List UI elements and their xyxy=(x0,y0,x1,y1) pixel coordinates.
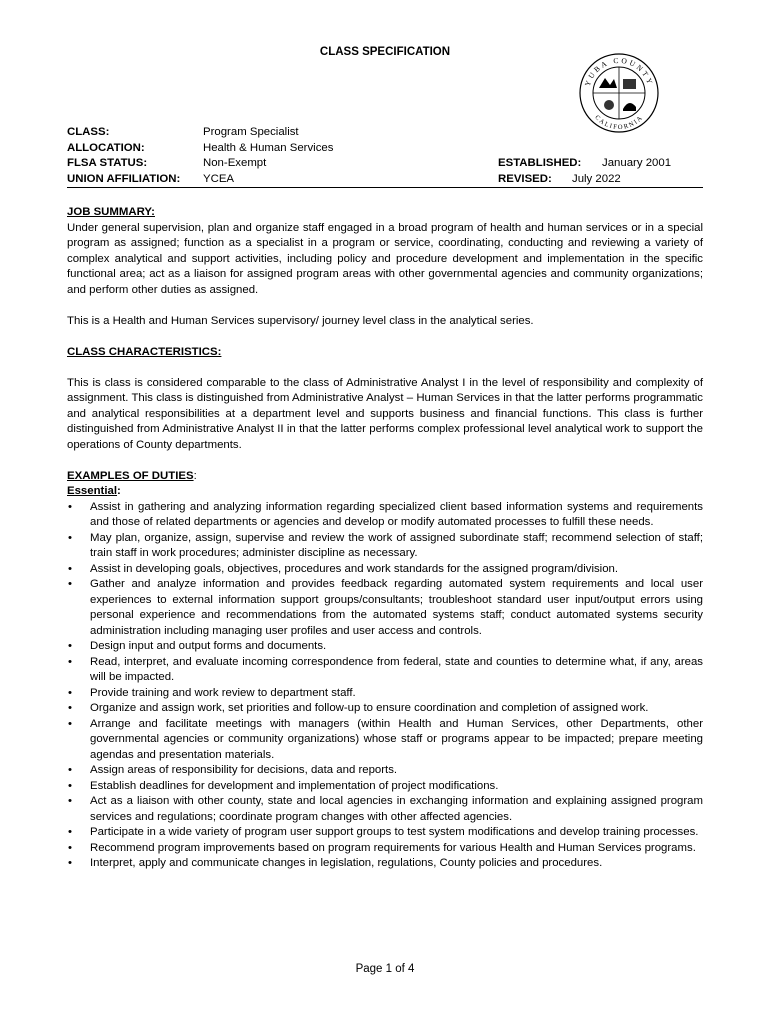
duty-text: Design input and output forms and documents. xyxy=(90,640,327,652)
duty-item xyxy=(67,717,703,764)
allocation-label: ALLOCATION: xyxy=(67,141,145,154)
duty-text: Recommend program improvements based on program requirements for various Health and Human Services programs. xyxy=(90,841,696,854)
duty-text: Arrange and facilitate meetings with managers (within Health and Human Services, other Departments, other governmental agencies or community organizations) whose staff or programs appear to be impacted; prepare meeting agendas and presentation materials. xyxy=(90,717,703,761)
duty-item xyxy=(67,841,703,857)
duty-item xyxy=(67,856,703,872)
job-summary-paragraph: Under general supervision, plan and organize staff engaged in a broad program of health and human services or in a special program as assigned; function as a specialist in a program or service, coordinating, conducting and reviewing a variety of complex analytical and support activities, including policy and procedure development and implementation in the specific functional area; act as a liaison for assigned program areas with other governmental agencies and community organizations; and perform other duties as assigned. xyxy=(67,221,703,296)
duty-item xyxy=(67,639,703,655)
duty-text: Interpret, apply and communicate changes in legislation, regulations, County policies and procedures. xyxy=(90,857,603,869)
document-title: CLASS SPECIFICATION xyxy=(319,46,451,58)
document-body xyxy=(67,205,703,872)
flsa-status-label: FLSA STATUS: xyxy=(67,157,148,169)
bullet-icon: • xyxy=(68,531,72,544)
page-number: Page 1 of 4 xyxy=(355,963,415,975)
bullet-icon: • xyxy=(68,795,72,807)
seal-bottom-text: CALIFORNIA xyxy=(593,113,645,132)
seal-top-text: YUBA COUNTY xyxy=(582,55,656,88)
allocation-value: Health & Human Services xyxy=(203,141,334,154)
bullet-icon: • xyxy=(68,640,72,652)
duty-item xyxy=(67,763,703,779)
essential-colon: : xyxy=(117,485,121,497)
bullet-icon: • xyxy=(68,857,72,869)
duties-list xyxy=(67,500,703,872)
examples-of-duties-colon: : xyxy=(193,469,197,482)
class-value: Program Specialist xyxy=(203,126,299,138)
examples-of-duties-heading xyxy=(67,469,703,485)
dates-block xyxy=(498,156,671,187)
county-seal-icon xyxy=(578,52,660,134)
bullet-icon: • xyxy=(68,500,72,513)
duty-text: Act as a liaison with other county, state and local agencies in exchanging information and explaining assigned program services and regulations; coordinate program changes with other affected agencies. xyxy=(90,795,703,823)
essential-subheading-text: Essential xyxy=(67,485,118,497)
bullet-icon: • xyxy=(68,764,72,776)
duty-item xyxy=(67,577,703,639)
class-label: CLASS: xyxy=(67,126,110,138)
duty-text: Participate in a wide variety of program user support groups to test system modifications and develop training processes. xyxy=(90,826,699,838)
flsa-status-value: Non-Exempt xyxy=(203,157,267,169)
bullet-icon: • xyxy=(68,826,72,838)
duty-text: Assign areas of responsibility for decisions, data and reports. xyxy=(90,764,398,776)
duty-item xyxy=(67,500,703,531)
duty-text: Assist in developing goals, objectives, procedures and work standards for the assigned program/division. xyxy=(90,562,619,575)
duty-text: Provide training and work review to department staff. xyxy=(90,686,356,699)
bullet-icon: • xyxy=(68,779,72,792)
duty-item xyxy=(67,794,703,825)
class-characteristics-heading: CLASS CHARACTERISTICS: xyxy=(67,345,222,358)
duty-item xyxy=(67,686,703,702)
bullet-icon: • xyxy=(68,717,72,730)
essential-subheading xyxy=(67,484,703,500)
established-value: January 2001 xyxy=(602,157,672,169)
revised-label: REVISED: xyxy=(498,172,552,185)
duty-text: Assist in gathering and analyzing information regarding specialized client based information systems and requirements and those of related departments or agencies and develop or modify automated processes to fulfill these needs. xyxy=(90,500,703,528)
job-summary-heading: JOB SUMMARY: xyxy=(67,206,155,218)
duty-text: Gather and analyze information and provides feedback regarding automated system requirements and local user experiences to external information support groups/consultants; troubleshoot standard user input/output errors using personal experience and recommendations from the automated systems staff; conduct automated systems security administration including managing user profiles and user access and controls. xyxy=(90,578,703,637)
class-info-block xyxy=(67,125,333,187)
established-label: ESTABLISHED: xyxy=(498,157,582,169)
duty-text: Organize and assign work, set priorities and follow-up to ensure coordination and completion of assigned work. xyxy=(90,702,649,714)
duty-item xyxy=(67,779,703,795)
class-characteristics-paragraph: This is class is considered comparable to the class of Administrative Analyst I in the level of responsibility and complexity of assignment. This class is distinguished from Administrative Analyst – Human Services in that the latter performs programmatic and analytical responsibilities at a department level and supports business and financial functions. This class is further distinguished from Administrative Analyst II in that the latter performs complex professional level analytical work to support the operations of County departments. xyxy=(67,376,703,451)
duty-item xyxy=(67,825,703,841)
union-affiliation-label: UNION AFFILIATION: xyxy=(67,172,181,185)
bullet-icon: • xyxy=(68,655,72,668)
bullet-icon: • xyxy=(68,702,72,714)
bullet-icon: • xyxy=(68,686,72,699)
revised-value: July 2022 xyxy=(572,172,621,185)
duty-item xyxy=(67,655,703,686)
duty-text: Establish deadlines for development and implementation of project modifications. xyxy=(90,779,499,792)
duty-text: Read, interpret, and evaluate incoming correspondence from federal, state and counties to determine what, if any, areas will be impacted. xyxy=(90,655,703,683)
bullet-icon: • xyxy=(68,841,72,854)
duty-item xyxy=(67,531,703,562)
duty-item xyxy=(67,562,703,578)
union-affiliation-value: YCEA xyxy=(203,172,235,185)
bullet-icon: • xyxy=(68,578,72,590)
bullet-icon: • xyxy=(68,562,72,575)
job-summary-note: This is a Health and Human Services supervisory/ journey level class in the analytical series. xyxy=(67,314,534,327)
duty-item xyxy=(67,701,703,717)
examples-of-duties-heading-text: EXAMPLES OF DUTIES xyxy=(67,469,194,482)
duty-text: May plan, organize, assign, supervise and review the work of assigned subordinate staff; recommend selection of staff; train staff in work procedures; administer discipline as necessary. xyxy=(90,531,703,559)
header-divider xyxy=(67,187,703,188)
